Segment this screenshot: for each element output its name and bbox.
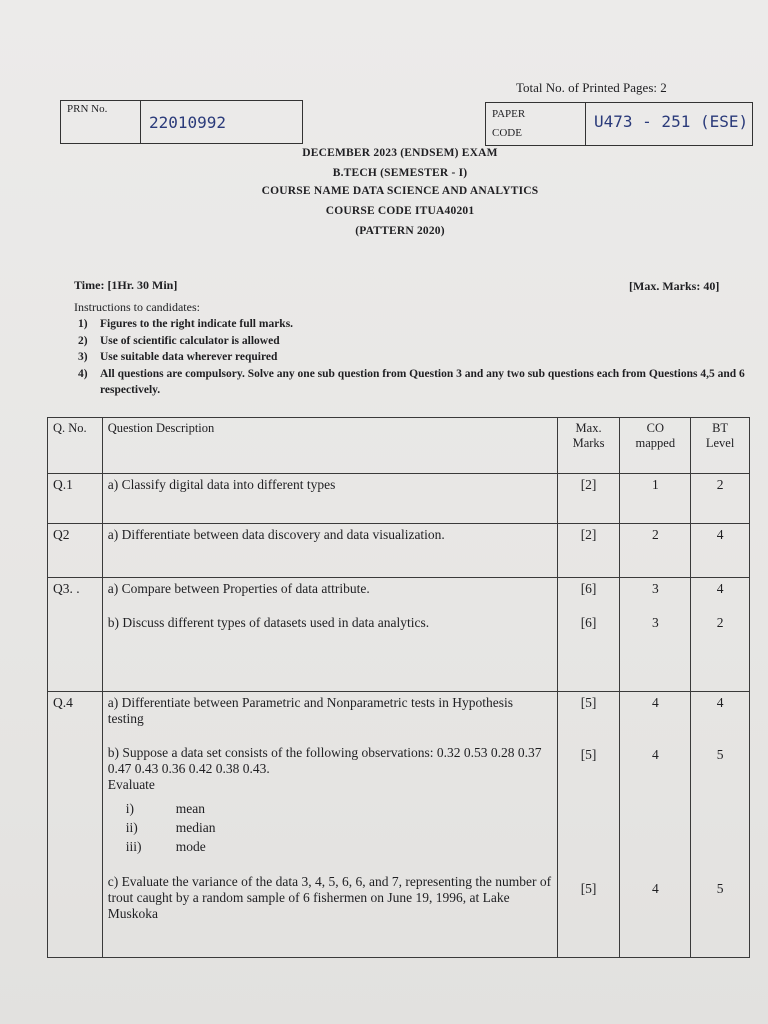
prn-value: 22010992 (149, 113, 227, 132)
instructions-list (78, 316, 758, 399)
max-marks: [Max. Marks: 40] (629, 279, 720, 293)
instruction-text: All questions are compulsory. Solve any one sub question from Question 3 and any two sub questions each from Questions 4,5 and 6 respectively. (100, 367, 745, 396)
question-marks (557, 578, 620, 692)
total-printed-pages: Total No. of Printed Pages: 2 (516, 80, 667, 95)
marks-4a: [5] (580, 695, 597, 710)
paper-label-line2: CODE (492, 127, 522, 139)
bt-3a: 4 (716, 581, 724, 596)
bt-4c: 5 (716, 881, 724, 896)
header-description: Question Description (102, 418, 557, 474)
item-text: mode (175, 839, 206, 854)
question-bt (691, 692, 750, 958)
pattern: (PATTERN 2020) (355, 225, 445, 237)
question-text: a) Differentiate between data discovery and data visualization. (102, 524, 557, 578)
header-qno: Q. No. (48, 418, 103, 474)
instructions-title: Instructions to candidates: (74, 300, 200, 314)
item-number: i) (125, 801, 134, 816)
co-3a: 3 (651, 581, 659, 596)
question-number: Q.4 (48, 692, 103, 958)
instruction-text: Figures to the right indicate full marks. (100, 318, 294, 330)
instruction-text: Use of scientific calculator is allowed (100, 334, 280, 347)
header-bt-line1: BT (712, 421, 729, 435)
prn-label: PRN No. (61, 101, 141, 143)
question-co: 1 (620, 474, 691, 524)
instruction-text: Use suitable data wherever required (100, 351, 278, 363)
question-number: Q3. . (48, 578, 103, 692)
co-4a: 4 (651, 695, 659, 710)
bt-4b: 5 (716, 747, 724, 762)
header-bt-line2: Level (705, 436, 735, 450)
marks-4c: [5] (580, 881, 597, 896)
question-text (102, 578, 557, 692)
instruction-item (78, 316, 758, 333)
co-4c: 4 (651, 881, 659, 896)
paper-label-line1: PAPER (492, 108, 526, 120)
header-marks-line2: Marks (572, 436, 605, 450)
question-text: a) Classify digital data into different types (102, 474, 557, 524)
item-number: iii) (125, 839, 142, 854)
header-bt-level (691, 418, 750, 474)
instruction-item (78, 349, 758, 366)
question-3a: a) Compare between Properties of data attribute. (107, 581, 370, 596)
item-text: mean (175, 801, 205, 816)
marks-4b: [5] (580, 747, 597, 762)
instruction-number: 1) (78, 318, 88, 330)
header-co-mapped (620, 418, 691, 474)
bt-4a: 4 (716, 695, 724, 710)
question-4b-items (126, 799, 552, 856)
question-4c: c) Evaluate the variance of the data 3, 4, 5, 6, 6, and 7, representing the number of trout caught by a random sample of 6 fishermen on June 19, 1996, at Lake Muskoka (107, 874, 552, 921)
question-number: Q.1 (48, 474, 103, 524)
question-text (102, 692, 557, 958)
paper-code-value: U473 - 251 (ESE) (594, 112, 749, 131)
instruction-item (78, 366, 758, 399)
question-number: Q2 (48, 524, 103, 578)
questions-table (47, 417, 750, 958)
question-marks: [2] (557, 474, 620, 524)
co-4b: 4 (651, 747, 659, 762)
instruction-number: 2) (78, 334, 88, 347)
question-co (620, 578, 691, 692)
co-3b: 3 (651, 615, 659, 630)
list-item (126, 837, 552, 856)
paper-code-label (486, 103, 586, 145)
question-bt (691, 578, 750, 692)
question-4b-evaluate: Evaluate (107, 777, 155, 792)
list-item (126, 818, 552, 837)
header-co-line2: mapped (635, 436, 676, 450)
course-code: COURSE CODE ITUA40201 (325, 205, 475, 217)
question-co: 2 (620, 524, 691, 578)
instruction-number: 4) (78, 367, 88, 380)
question-4a: a) Differentiate between Parametric and Nonparametric tests in Hypothesis testing (107, 695, 514, 726)
header-marks-line1: Max. (575, 421, 602, 435)
question-marks: [2] (557, 524, 620, 578)
question-bt: 4 (691, 524, 750, 578)
marks-3b: [6] (580, 615, 597, 630)
marks-3a: [6] (580, 581, 597, 596)
exam-title: DECEMBER 2023 (ENDSEM) EXAM (302, 147, 498, 159)
question-4b: b) Suppose a data set consists of the following observations: 0.32 0.53 0.28 0.37 0.47 0.43 0.36 0.42 0.38 0.43. (107, 745, 542, 776)
instruction-item (78, 333, 758, 350)
time-allowed: Time: [1Hr. 30 Min] (74, 278, 178, 292)
instruction-number: 3) (78, 351, 88, 363)
question-co (620, 692, 691, 958)
list-item (126, 799, 552, 818)
paper-code-box (485, 102, 753, 146)
header-max-marks (557, 418, 620, 474)
course-name: COURSE NAME DATA SCIENCE AND ANALYTICS (261, 185, 539, 197)
item-text: median (175, 820, 216, 835)
table-row (48, 692, 750, 958)
bt-3b: 2 (716, 615, 724, 630)
question-bt: 2 (691, 474, 750, 524)
table-row (48, 524, 750, 578)
item-number: ii) (125, 820, 138, 835)
table-row (48, 474, 750, 524)
question-3b: b) Discuss different types of datasets used in data analytics. (107, 615, 430, 630)
table-header-row (48, 418, 750, 474)
question-marks (557, 692, 620, 958)
table-row (48, 578, 750, 692)
header-co-line1: CO (646, 421, 664, 435)
prn-box (60, 100, 303, 144)
program-title: B.TECH (SEMESTER - I) (332, 167, 468, 179)
